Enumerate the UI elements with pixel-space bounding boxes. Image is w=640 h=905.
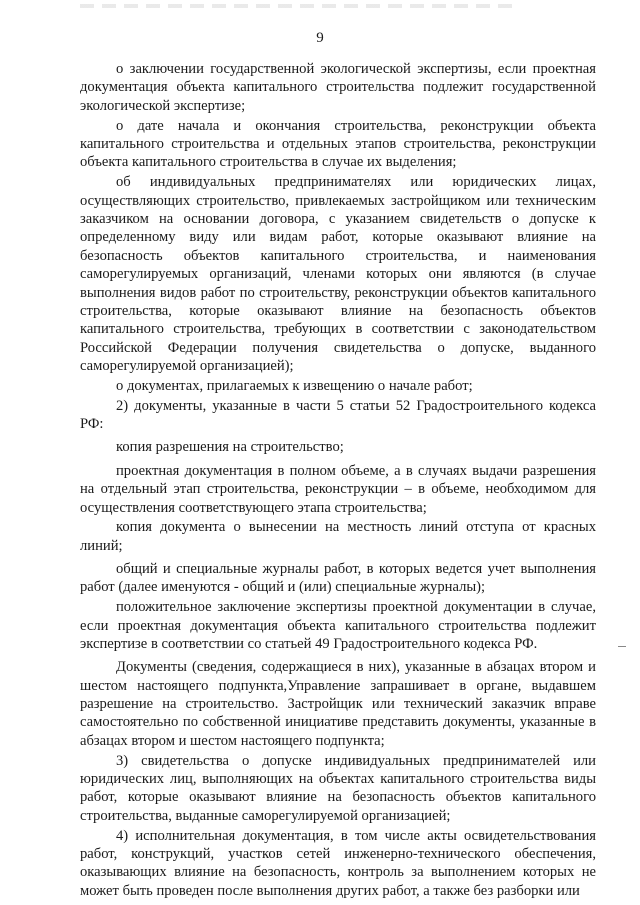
paragraph-red-lines: копия документа о вынесении на местность линий отступа от красных линий; (80, 519, 596, 554)
paragraph-item-2: 2) документы, указанные в части 5 статьи 52 Градостроительного кодекса РФ: (80, 397, 596, 433)
paragraph-item-4: 4) исполнительная документация, в том числе акты освидетельствования работ, конструкций, участков сетей инженерно-технического обеспечения, оказывающих влияние на безопасность, контроль за выполнением которых не может быть проведен после выполнения других работ, а также без разборки или (80, 827, 596, 899)
page-number: 9 (316, 30, 324, 46)
scan-header-artifact (80, 4, 520, 8)
paragraph-contractors: об индивидуальных предпринимателях или юридических лицах, осуществляющих строительство, привлекаемых застройщиком или техническим заказчиком на основании договора, с указанием свидетельств о допуске к определенному виду или видам работ, которые оказывают влияние на безопасность объектов капитального строительства, и наименования саморегулируемых организаций, членами которых они являются (в случае выполнения видов работ по строительству, реконструкции объектов капитального строительства, которые оказывают влияние на безопасность объектов капитального строительства, требующих в соответствии с законодательством Российской Федерации получения свидетельства о допуске, выданного саморегулируемой организацией); (80, 174, 596, 375)
paragraph-construction-dates: о дате начала и окончания строительства, реконструкции объекта капитального строительства и отдельных этапов строительства, реконструкции объекта капитального строительства в случае их выделения; (80, 117, 596, 171)
paragraph-ecological-expertise: о заключении государственной экологической экспертизы, если проектная документация объекта капитального строительства подлежит государственной экологической экспертизе; (80, 61, 596, 114)
paragraph-documents-request: Документы (сведения, содержащиеся в них), указанные в абзацах втором и шестом настоящего подпункта,Управление запрашивает в органе, выдавшем разрешение на строительство. Застройщик или технический заказчик вправе самостоятельно по собственной инициативе представить документы, указанные в абзацах втором и шестом настоящего подпункта; (80, 659, 596, 749)
paragraph-positive-conclusion: положительное заключение экспертизы проектной документации в случае, если проектная документация объекта капитального строительства подлежит экспертизе в соответствии со статьей 49 Градостроительного кодекса РФ. (80, 599, 596, 652)
paragraph-work-journals: общий и специальные журналы работ, в которых ведется учет выполнения работ (далее именуются - общий и (или) специальные журналы); (80, 560, 596, 596)
paragraph-item-3: 3) свидетельства о допуске индивидуальных предпринимателей или юридических лиц, выполняющих на объектах капитального строительства виды работ, которые оказывают влияние на безопасность объектов капитального строительства, выданные саморегулируемой организацией; (80, 752, 596, 824)
paragraph-attached-documents: о документах, прилагаемых к извещению о начале работ; (116, 378, 473, 395)
paragraph-project-documentation: проектная документация в полном объеме, а в случаях выдачи разрешения на отдельный этап строительства, реконструкции – в объеме, необходимом для осуществления соответствующего этапа строительства; (80, 462, 596, 516)
paragraph-permit-copy: копия разрешения на строительство; (116, 439, 344, 456)
document-body (80, 60, 596, 902)
margin-dash (618, 646, 626, 647)
